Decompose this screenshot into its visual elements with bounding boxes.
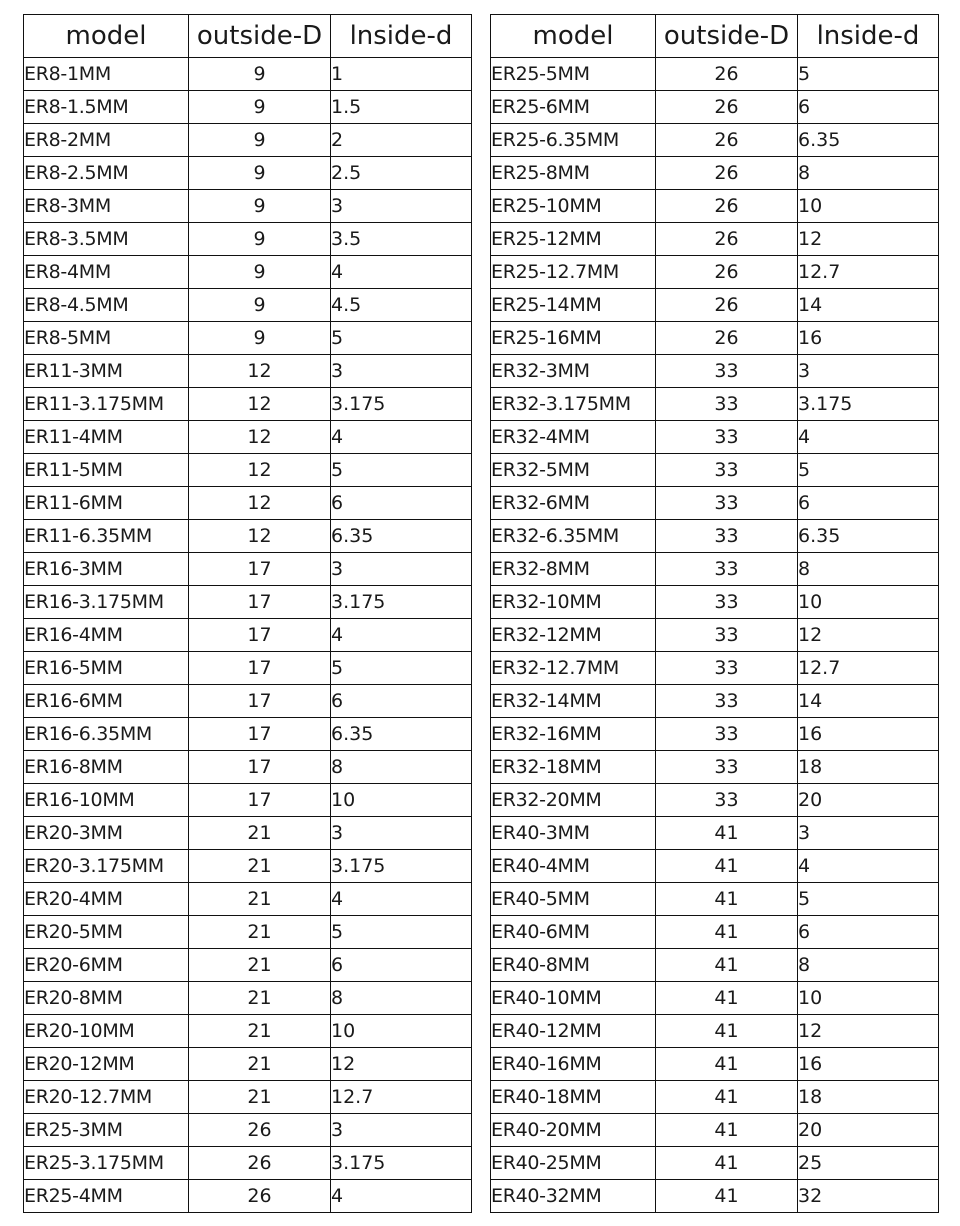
model-cell: ER40-16MM (491, 1048, 656, 1081)
table-row (24, 289, 472, 322)
table-row (491, 949, 939, 982)
table-row (491, 685, 939, 718)
outside-d-cell: 41 (656, 949, 798, 982)
inside-d-cell: 2 (331, 124, 472, 157)
table-row (491, 1081, 939, 1114)
inside-d-cell: 5 (331, 454, 472, 487)
model-cell: ER11-6.35MM (24, 520, 189, 553)
model-cell: ER32-14MM (491, 685, 656, 718)
outside-d-cell: 17 (189, 751, 331, 784)
outside-d-cell: 17 (189, 685, 331, 718)
inside-d-cell: 32 (798, 1180, 939, 1213)
collet-spec-table-left (23, 14, 472, 1213)
inside-d-cell: 12.7 (798, 256, 939, 289)
header-row (24, 15, 472, 58)
model-cell: ER40-3MM (491, 817, 656, 850)
outside-d-cell: 41 (656, 817, 798, 850)
inside-d-cell: 3 (331, 817, 472, 850)
table-row (24, 784, 472, 817)
inside-d-cell: 4.5 (331, 289, 472, 322)
outside-d-cell: 41 (656, 982, 798, 1015)
table-row (24, 58, 472, 91)
table-row (491, 652, 939, 685)
table-row (491, 784, 939, 817)
table-row (24, 850, 472, 883)
outside-d-cell: 33 (656, 586, 798, 619)
table-row (24, 190, 472, 223)
inside-d-cell: 12 (798, 619, 939, 652)
table-row (24, 1180, 472, 1213)
inside-d-cell: 4 (331, 619, 472, 652)
table-row (24, 817, 472, 850)
model-cell: ER20-3.175MM (24, 850, 189, 883)
outside-d-cell: 26 (189, 1180, 331, 1213)
inside-d-cell: 4 (798, 421, 939, 454)
inside-d-cell: 4 (331, 421, 472, 454)
table-row (491, 487, 939, 520)
outside-d-cell: 26 (656, 322, 798, 355)
inside-d-cell: 3 (331, 190, 472, 223)
model-cell: ER25-12.7MM (491, 256, 656, 289)
table-row (491, 388, 939, 421)
outside-d-cell: 26 (656, 223, 798, 256)
model-cell: ER16-6.35MM (24, 718, 189, 751)
model-cell: ER20-5MM (24, 916, 189, 949)
outside-d-cell: 33 (656, 388, 798, 421)
model-cell: ER32-6.35MM (491, 520, 656, 553)
inside-d-cell: 6.35 (798, 124, 939, 157)
model-cell: ER16-5MM (24, 652, 189, 685)
model-cell: ER11-5MM (24, 454, 189, 487)
table-row (491, 718, 939, 751)
outside-d-cell: 21 (189, 817, 331, 850)
outside-d-cell: 12 (189, 520, 331, 553)
table-body-left (24, 58, 472, 1213)
table-row (491, 817, 939, 850)
outside-d-cell: 26 (656, 91, 798, 124)
table-row (24, 883, 472, 916)
table-row (24, 223, 472, 256)
outside-d-cell: 9 (189, 190, 331, 223)
header-model: model (491, 15, 656, 58)
model-cell: ER8-1MM (24, 58, 189, 91)
outside-d-cell: 26 (656, 58, 798, 91)
outside-d-cell: 26 (189, 1147, 331, 1180)
inside-d-cell: 16 (798, 322, 939, 355)
model-cell: ER8-1.5MM (24, 91, 189, 124)
table-row (24, 388, 472, 421)
table-row (24, 685, 472, 718)
inside-d-cell: 18 (798, 751, 939, 784)
table-row (491, 1048, 939, 1081)
inside-d-cell: 6.35 (798, 520, 939, 553)
inside-d-cell: 20 (798, 784, 939, 817)
table-row (491, 982, 939, 1015)
table-row (24, 91, 472, 124)
outside-d-cell: 33 (656, 520, 798, 553)
model-cell: ER25-10MM (491, 190, 656, 223)
outside-d-cell: 17 (189, 652, 331, 685)
outside-d-cell: 33 (656, 784, 798, 817)
inside-d-cell: 6 (331, 685, 472, 718)
model-cell: ER8-3MM (24, 190, 189, 223)
model-cell: ER32-10MM (491, 586, 656, 619)
model-cell: ER40-10MM (491, 982, 656, 1015)
model-cell: ER20-12MM (24, 1048, 189, 1081)
table-row (24, 1114, 472, 1147)
model-cell: ER40-8MM (491, 949, 656, 982)
inside-d-cell: 3.5 (331, 223, 472, 256)
outside-d-cell: 26 (656, 289, 798, 322)
outside-d-cell: 21 (189, 1015, 331, 1048)
inside-d-cell: 14 (798, 289, 939, 322)
model-cell: ER25-4MM (24, 1180, 189, 1213)
model-cell: ER40-18MM (491, 1081, 656, 1114)
model-cell: ER20-4MM (24, 883, 189, 916)
outside-d-cell: 41 (656, 1015, 798, 1048)
model-cell: ER40-6MM (491, 916, 656, 949)
table-row (491, 190, 939, 223)
table-row (491, 322, 939, 355)
table-row (24, 1081, 472, 1114)
outside-d-cell: 33 (656, 685, 798, 718)
inside-d-cell: 12 (798, 223, 939, 256)
model-cell: ER20-12.7MM (24, 1081, 189, 1114)
outside-d-cell: 26 (656, 190, 798, 223)
model-cell: ER25-5MM (491, 58, 656, 91)
outside-d-cell: 21 (189, 883, 331, 916)
model-cell: ER11-4MM (24, 421, 189, 454)
model-cell: ER25-6MM (491, 91, 656, 124)
table-row (491, 91, 939, 124)
table-row (491, 289, 939, 322)
inside-d-cell: 16 (798, 1048, 939, 1081)
outside-d-cell: 17 (189, 718, 331, 751)
model-cell: ER32-12.7MM (491, 652, 656, 685)
table-row (491, 355, 939, 388)
table-row (24, 520, 472, 553)
table-row (24, 322, 472, 355)
outside-d-cell: 41 (656, 1114, 798, 1147)
model-cell: ER32-8MM (491, 553, 656, 586)
table-row (491, 454, 939, 487)
inside-d-cell: 14 (798, 685, 939, 718)
header-model: model (24, 15, 189, 58)
inside-d-cell: 8 (331, 751, 472, 784)
outside-d-cell: 21 (189, 1048, 331, 1081)
outside-d-cell: 21 (189, 916, 331, 949)
table-row (24, 1147, 472, 1180)
table-row (24, 256, 472, 289)
inside-d-cell: 5 (798, 58, 939, 91)
model-cell: ER16-10MM (24, 784, 189, 817)
outside-d-cell: 33 (656, 553, 798, 586)
inside-d-cell: 12.7 (798, 652, 939, 685)
table-body-right (491, 58, 939, 1213)
table-row (24, 355, 472, 388)
inside-d-cell: 1 (331, 58, 472, 91)
outside-d-cell: 33 (656, 487, 798, 520)
inside-d-cell: 3 (331, 355, 472, 388)
outside-d-cell: 17 (189, 553, 331, 586)
inside-d-cell: 10 (798, 190, 939, 223)
table-row (24, 751, 472, 784)
inside-d-cell: 6.35 (331, 718, 472, 751)
model-cell: ER20-6MM (24, 949, 189, 982)
model-cell: ER25-12MM (491, 223, 656, 256)
table-row (24, 1048, 472, 1081)
model-cell: ER25-3MM (24, 1114, 189, 1147)
outside-d-cell: 12 (189, 421, 331, 454)
model-cell: ER16-4MM (24, 619, 189, 652)
table-row (491, 619, 939, 652)
outside-d-cell: 9 (189, 91, 331, 124)
table-row (24, 718, 472, 751)
model-cell: ER8-5MM (24, 322, 189, 355)
model-cell: ER25-8MM (491, 157, 656, 190)
outside-d-cell: 33 (656, 421, 798, 454)
outside-d-cell: 17 (189, 586, 331, 619)
outside-d-cell: 41 (656, 916, 798, 949)
outside-d-cell: 17 (189, 619, 331, 652)
header-inside-d: lnside-d (331, 15, 472, 58)
model-cell: ER11-3.175MM (24, 388, 189, 421)
model-cell: ER32-12MM (491, 619, 656, 652)
inside-d-cell: 6 (798, 916, 939, 949)
table-row (491, 850, 939, 883)
table-row (491, 751, 939, 784)
table-row (491, 157, 939, 190)
model-cell: ER20-10MM (24, 1015, 189, 1048)
inside-d-cell: 2.5 (331, 157, 472, 190)
outside-d-cell: 9 (189, 322, 331, 355)
inside-d-cell: 20 (798, 1114, 939, 1147)
model-cell: ER16-6MM (24, 685, 189, 718)
table-row (491, 58, 939, 91)
model-cell: ER25-16MM (491, 322, 656, 355)
model-cell: ER32-4MM (491, 421, 656, 454)
model-cell: ER40-25MM (491, 1147, 656, 1180)
collet-spec-table-right (490, 14, 939, 1213)
outside-d-cell: 33 (656, 619, 798, 652)
inside-d-cell: 25 (798, 1147, 939, 1180)
outside-d-cell: 41 (656, 1147, 798, 1180)
inside-d-cell: 4 (331, 883, 472, 916)
model-cell: ER16-3MM (24, 553, 189, 586)
table-row (24, 1015, 472, 1048)
inside-d-cell: 6.35 (331, 520, 472, 553)
inside-d-cell: 3 (798, 355, 939, 388)
inside-d-cell: 3 (798, 817, 939, 850)
outside-d-cell: 33 (656, 454, 798, 487)
model-cell: ER32-18MM (491, 751, 656, 784)
model-cell: ER16-8MM (24, 751, 189, 784)
inside-d-cell: 8 (798, 157, 939, 190)
table-row (24, 982, 472, 1015)
outside-d-cell: 12 (189, 487, 331, 520)
inside-d-cell: 3.175 (331, 388, 472, 421)
inside-d-cell: 6 (331, 949, 472, 982)
header-outside-d: outside-D (656, 15, 798, 58)
table-row (491, 1147, 939, 1180)
outside-d-cell: 26 (189, 1114, 331, 1147)
outside-d-cell: 26 (656, 157, 798, 190)
model-cell: ER8-2.5MM (24, 157, 189, 190)
outside-d-cell: 21 (189, 982, 331, 1015)
outside-d-cell: 33 (656, 718, 798, 751)
inside-d-cell: 12.7 (331, 1081, 472, 1114)
outside-d-cell: 9 (189, 256, 331, 289)
table-row (491, 1114, 939, 1147)
inside-d-cell: 3.175 (331, 586, 472, 619)
inside-d-cell: 18 (798, 1081, 939, 1114)
table-row (24, 487, 472, 520)
table-row (24, 652, 472, 685)
model-cell: ER40-32MM (491, 1180, 656, 1213)
outside-d-cell: 33 (656, 652, 798, 685)
table-row (24, 916, 472, 949)
model-cell: ER25-6.35MM (491, 124, 656, 157)
table-row (24, 553, 472, 586)
inside-d-cell: 8 (798, 553, 939, 586)
outside-d-cell: 26 (656, 124, 798, 157)
table-row (491, 256, 939, 289)
inside-d-cell: 3.175 (331, 850, 472, 883)
outside-d-cell: 21 (189, 850, 331, 883)
inside-d-cell: 10 (331, 784, 472, 817)
inside-d-cell: 4 (331, 256, 472, 289)
model-cell: ER32-3MM (491, 355, 656, 388)
outside-d-cell: 41 (656, 1081, 798, 1114)
inside-d-cell: 3 (331, 1114, 472, 1147)
model-cell: ER32-6MM (491, 487, 656, 520)
inside-d-cell: 3 (331, 553, 472, 586)
table-row (24, 124, 472, 157)
table-row (491, 520, 939, 553)
header-inside-d: lnside-d (798, 15, 939, 58)
outside-d-cell: 9 (189, 124, 331, 157)
inside-d-cell: 10 (798, 982, 939, 1015)
outside-d-cell: 9 (189, 289, 331, 322)
model-cell: ER32-3.175MM (491, 388, 656, 421)
inside-d-cell: 5 (331, 652, 472, 685)
model-cell: ER11-3MM (24, 355, 189, 388)
outside-d-cell: 12 (189, 388, 331, 421)
outside-d-cell: 12 (189, 454, 331, 487)
outside-d-cell: 41 (656, 1180, 798, 1213)
inside-d-cell: 8 (331, 982, 472, 1015)
inside-d-cell: 10 (331, 1015, 472, 1048)
table-row (24, 454, 472, 487)
model-cell: ER8-3.5MM (24, 223, 189, 256)
outside-d-cell: 41 (656, 883, 798, 916)
table-row (491, 421, 939, 454)
outside-d-cell: 9 (189, 58, 331, 91)
table-row (491, 883, 939, 916)
table-row (491, 1180, 939, 1213)
inside-d-cell: 5 (798, 883, 939, 916)
inside-d-cell: 8 (798, 949, 939, 982)
inside-d-cell: 16 (798, 718, 939, 751)
table-row (24, 157, 472, 190)
outside-d-cell: 41 (656, 1048, 798, 1081)
inside-d-cell: 12 (798, 1015, 939, 1048)
model-cell: ER40-4MM (491, 850, 656, 883)
model-cell: ER16-3.175MM (24, 586, 189, 619)
model-cell: ER25-3.175MM (24, 1147, 189, 1180)
outside-d-cell: 21 (189, 1081, 331, 1114)
model-cell: ER32-16MM (491, 718, 656, 751)
inside-d-cell: 12 (331, 1048, 472, 1081)
model-cell: ER8-4MM (24, 256, 189, 289)
model-cell: ER8-2MM (24, 124, 189, 157)
outside-d-cell: 21 (189, 949, 331, 982)
inside-d-cell: 4 (798, 850, 939, 883)
header-row (491, 15, 939, 58)
inside-d-cell: 10 (798, 586, 939, 619)
outside-d-cell: 17 (189, 784, 331, 817)
inside-d-cell: 6 (331, 487, 472, 520)
header-outside-d: outside-D (189, 15, 331, 58)
model-cell: ER25-14MM (491, 289, 656, 322)
model-cell: ER11-6MM (24, 487, 189, 520)
table-row (491, 1015, 939, 1048)
inside-d-cell: 5 (331, 916, 472, 949)
inside-d-cell: 5 (798, 454, 939, 487)
model-cell: ER32-5MM (491, 454, 656, 487)
table-row (491, 553, 939, 586)
outside-d-cell: 33 (656, 751, 798, 784)
table-row (24, 619, 472, 652)
inside-d-cell: 1.5 (331, 91, 472, 124)
model-cell: ER40-5MM (491, 883, 656, 916)
outside-d-cell: 9 (189, 157, 331, 190)
model-cell: ER40-12MM (491, 1015, 656, 1048)
table-row (491, 586, 939, 619)
outside-d-cell: 9 (189, 223, 331, 256)
outside-d-cell: 41 (656, 850, 798, 883)
outside-d-cell: 33 (656, 355, 798, 388)
table-row (24, 421, 472, 454)
model-cell: ER32-20MM (491, 784, 656, 817)
inside-d-cell: 4 (331, 1180, 472, 1213)
outside-d-cell: 12 (189, 355, 331, 388)
table-row (24, 586, 472, 619)
outside-d-cell: 26 (656, 256, 798, 289)
model-cell: ER20-8MM (24, 982, 189, 1015)
table-row (24, 949, 472, 982)
model-cell: ER40-20MM (491, 1114, 656, 1147)
table-row (491, 124, 939, 157)
inside-d-cell: 6 (798, 91, 939, 124)
model-cell: ER20-3MM (24, 817, 189, 850)
inside-d-cell: 6 (798, 487, 939, 520)
inside-d-cell: 3.175 (331, 1147, 472, 1180)
inside-d-cell: 5 (331, 322, 472, 355)
table-row (491, 916, 939, 949)
inside-d-cell: 3.175 (798, 388, 939, 421)
model-cell: ER8-4.5MM (24, 289, 189, 322)
table-row (491, 223, 939, 256)
